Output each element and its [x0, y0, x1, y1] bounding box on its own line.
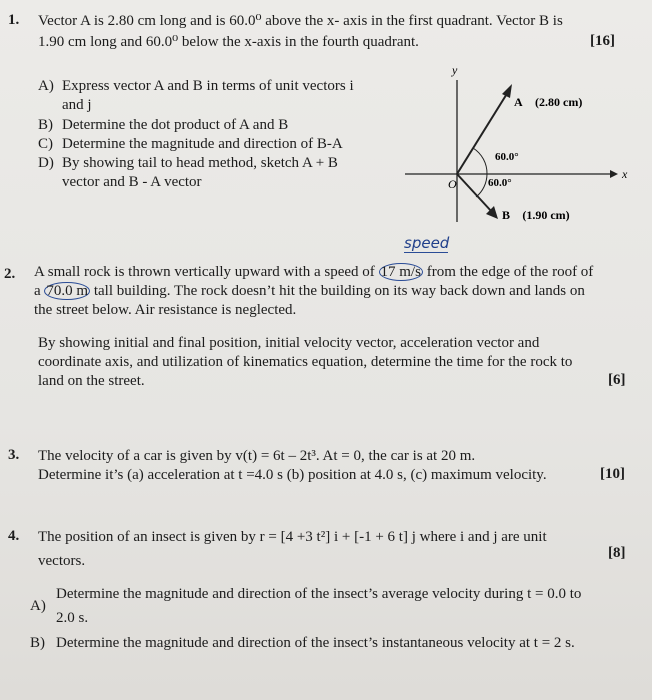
vector-diagram — [400, 62, 640, 232]
q3-line1: The velocity of a car is given by v(t) = 6t – 2t³. At = 0, the car is at 20 m. — [38, 448, 476, 464]
q1-part-d-line1: By showing tail to head method, sketch A + B — [62, 155, 338, 171]
vector-b-label: B⃗ (1.90 cm) — [502, 208, 570, 222]
angle-lower-label: 60.0° — [488, 177, 512, 189]
q3-line2: Determine it’s (a) acceleration at t =4.0 s (b) position at 4.0 s, (c) maximum velocity. — [38, 467, 547, 483]
q1-part-b-line1: Determine the dot product of A and B — [62, 117, 289, 133]
q1-part-d-label: D) — [38, 155, 54, 171]
origin-label: O — [448, 177, 457, 191]
q2-line1-pre: A small rock is thrown vertically upward with a speed of — [34, 264, 379, 280]
q4-number: 4. — [8, 528, 20, 544]
q1-part-b-label: B) — [38, 117, 53, 133]
q2-height-value: 70.0 m — [46, 283, 89, 299]
q1-part-d-line2: vector and B - A vector — [62, 174, 202, 190]
q1-line2: 1.90 cm long and 60.0⁰ below the x-axis in the fourth quadrant. — [38, 34, 419, 50]
q3-marks: [10] — [600, 466, 625, 482]
q1-part-a-line1: Express vector A and B in terms of unit vectors i — [62, 78, 354, 94]
handwritten-speed-note: speed — [404, 234, 450, 252]
q1-part-c-label: C) — [38, 136, 53, 152]
handwritten-underline — [404, 252, 448, 253]
angle-arc-upper — [473, 148, 487, 174]
q2-line2 — [34, 282, 585, 301]
q4-part-a-label: A) — [30, 598, 46, 614]
q1-number: 1. — [8, 12, 20, 28]
q2-line1-post: from the edge of the roof of — [422, 264, 594, 280]
q2-line2-post: tall building. The rock doesn’t hit the building on its way back down and lands on — [90, 283, 585, 299]
vector-a-label: A⃗ (2.80 cm) — [514, 95, 583, 109]
q2-number: 2. — [4, 266, 16, 282]
q1-part-c-line1: Determine the magnitude and direction of B-A — [62, 136, 343, 152]
q4-part-b-line1: Determine the magnitude and direction of the insect’s instantaneous velocity at t = 2 s. — [56, 635, 575, 651]
q2-line1 — [34, 263, 593, 282]
q2-marks: [6] — [608, 372, 626, 388]
q1-line1: Vector A is 2.80 cm long and is 60.0⁰ above the x- axis in the first quadrant. Vector B is — [38, 13, 563, 29]
q2-instr-line2: coordinate axis, and utilization of kinematics equation, determine the time for the rock to — [38, 354, 573, 370]
angle-arc-lower — [476, 174, 487, 197]
q4-line1: The position of an insect is given by r = [4 +3 t²] i + [-1 + 6 t] j where i and j are unit — [38, 529, 547, 545]
q2-instr-line1: By showing initial and final position, initial velocity vector, acceleration vector and — [38, 335, 540, 351]
q4-marks: [8] — [608, 545, 626, 561]
q4-part-b-label: B) — [30, 635, 45, 651]
q1-part-a-label: A) — [38, 78, 54, 94]
y-axis-label: y — [452, 63, 458, 77]
q3-number: 3. — [8, 447, 20, 463]
q4-part-a-line2: 2.0 s. — [56, 610, 89, 626]
x-axis-arrow — [610, 170, 618, 178]
x-axis-label: x — [622, 167, 628, 181]
q2-line3: the street below. Air resistance is neglected. — [34, 302, 297, 318]
vector-a-arrowhead — [502, 84, 512, 98]
q4-line2: vectors. — [38, 553, 86, 569]
q2-speed-value: 17 m/s — [380, 264, 421, 280]
q2-line2-pre: a — [34, 283, 45, 299]
angle-upper-label: 60.0° — [495, 151, 519, 163]
q2-instr-line3: land on the street. — [38, 373, 145, 389]
q1-part-a-line2: and j — [62, 97, 92, 113]
q4-part-a-line1: Determine the magnitude and direction of the insect’s average velocity during t = 0.0 to — [56, 586, 582, 602]
q1-marks: [16] — [590, 33, 615, 49]
